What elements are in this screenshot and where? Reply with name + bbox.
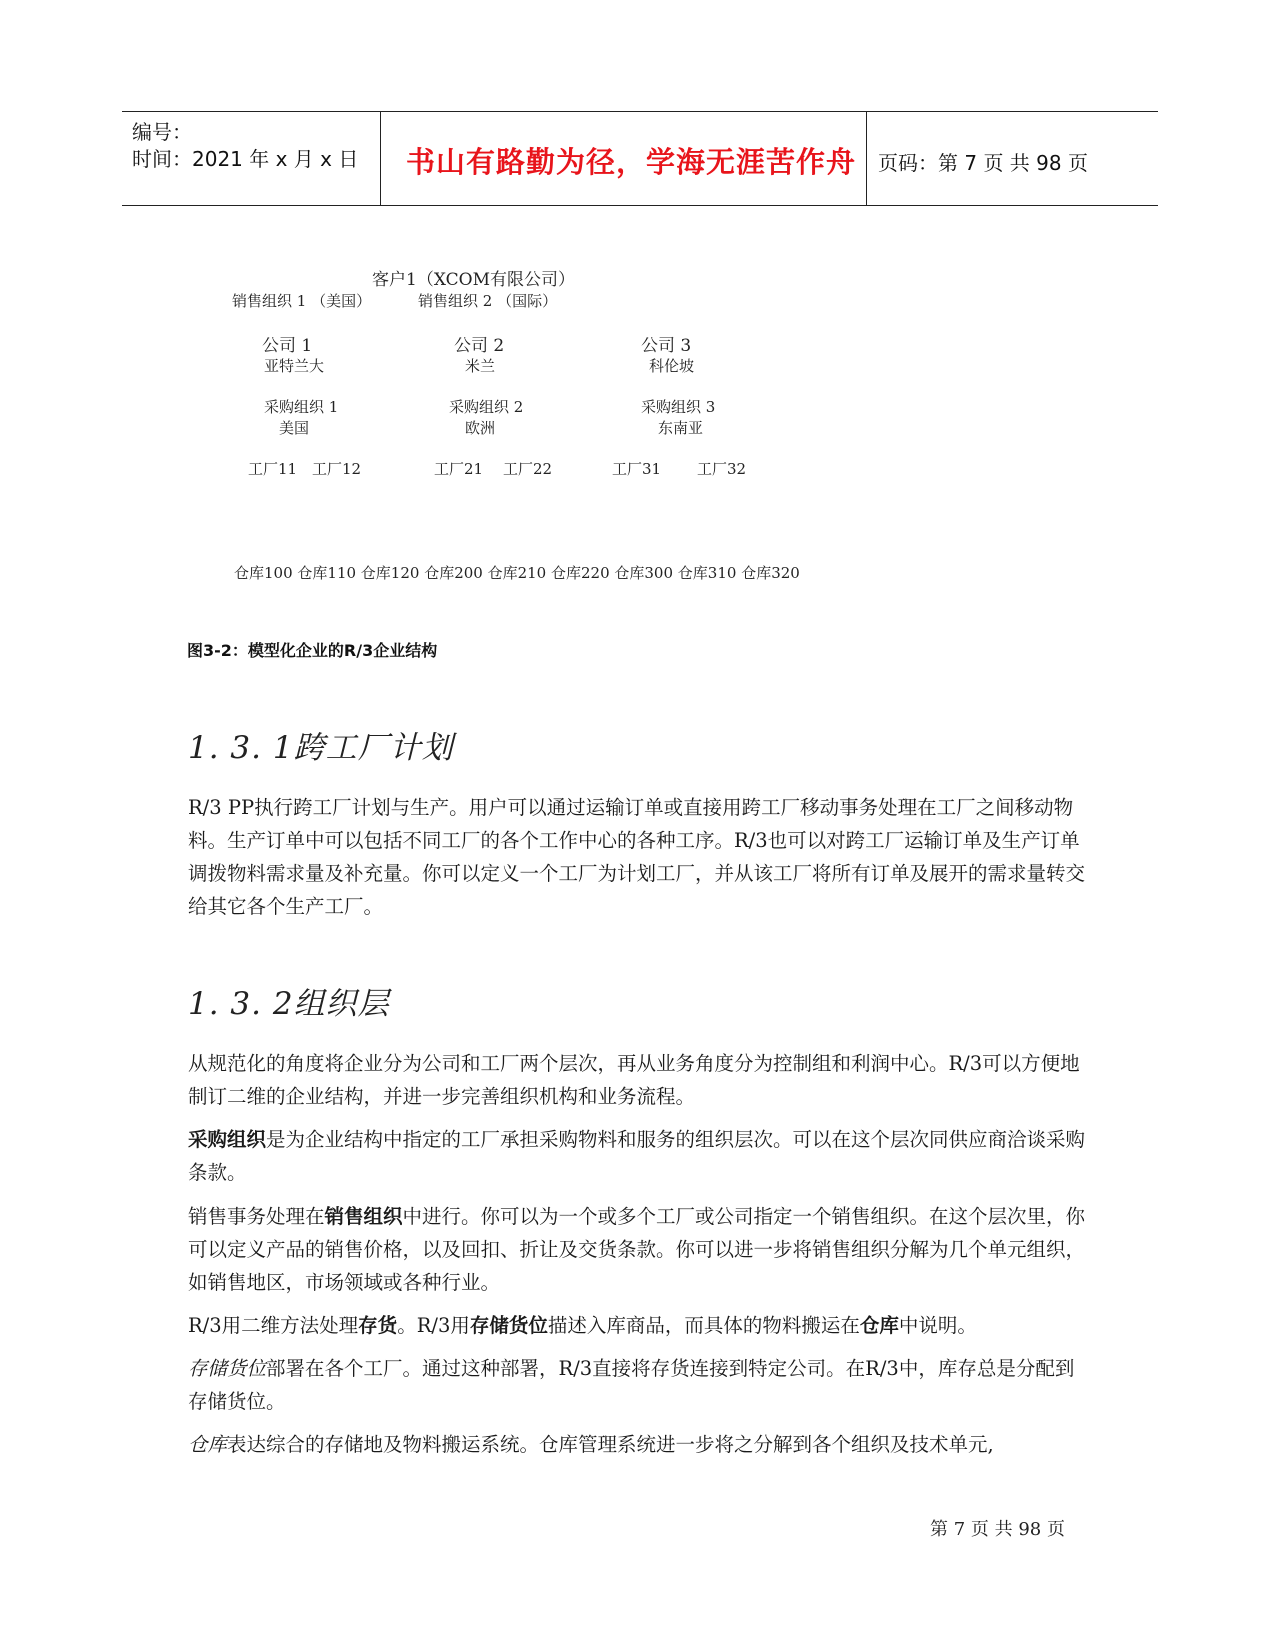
inventory-text-b: 。R/3用: [397, 1314, 470, 1337]
diagram-company-2-city: 米兰: [465, 357, 496, 375]
header-page-label: 页码：第 7 页 共 98 页: [878, 151, 1088, 175]
diagram-purchasing-org-2: 采购组织 2: [449, 398, 524, 416]
inventory-paragraph: [188, 1309, 1093, 1342]
inventory-text-a: R/3用二维方法处理: [188, 1314, 359, 1337]
diagram-warehouses: 仓库100 仓库110 仓库120 仓库200 仓库210 仓库220 仓库300 仓库310 仓库320: [234, 564, 800, 582]
diagram-company-1: 公司 1: [262, 336, 313, 356]
diagram-plant-22: 工厂22: [503, 460, 553, 478]
section-1-3-1-paragraph: R/3 PP执行跨工厂计划与生产。用户可以通过运输订单或直接用跨工厂移动事务处理在工厂之间移动物料。生产订单中可以包括不同工厂的各个工作中心的各种工序。R/3也可以对跨工厂运输订单及生产订单调拨物料需求量及补充量。你可以定义一个工厂为计划工厂，并从该工厂将所有订单及展开的需求量转交给其它各个生产工厂。: [188, 796, 1086, 918]
storage-location-text: 部署在各个工厂。通过这种部署，R/3直接将存货连接到特定公司。在R/3中，库存总是分配到存储货位。: [188, 1357, 1075, 1413]
inventory-text-c: 描述入库商品，而具体的物料搬运在: [547, 1314, 860, 1337]
diagram-customer: 客户1（XCOM有限公司）: [372, 270, 575, 290]
diagram-sales-org-2: 销售组织 2 （国际）: [418, 292, 558, 310]
footer-page-number: 第 7 页 共 98 页: [930, 1519, 1065, 1540]
section-1-3-2-paragraph-1: 从规范化的角度将企业分为公司和工厂两个层次，再从业务角度分为控制组和利润中心。R/3可以方便地制订二维的企业结构，并进一步完善组织机构和业务流程。: [188, 1052, 1080, 1108]
sales-org-text-a: 销售事务处理在: [188, 1205, 325, 1228]
term-storage-location-italic: 存储货位: [188, 1357, 267, 1380]
term-warehouse-italic: 仓库: [188, 1433, 228, 1456]
doc-number-label: 编号：: [132, 120, 192, 144]
warehouse-text: 表达综合的存储地及物料搬运系统。仓库管理系统进一步将之分解到各个组织及技术单元,: [227, 1433, 994, 1456]
section-heading-1-3-2: 1. 3. 2组织层: [188, 986, 390, 1022]
sales-org-text-b: 中进行。你可以为一个或多个工厂或公司指定一个销售组织。在这个层次里，你可以定义产品的销售价格，以及回扣、折让及交货条款。你可以进一步将销售组织分解为几个单元组织，如销售地区，市场领域或各种行业。: [188, 1205, 1086, 1294]
header-top-rule: [122, 111, 1158, 112]
section-heading-1-3-1: 1. 3. 1跨工厂计划: [188, 730, 454, 766]
diagram-company-3-city: 科伦坡: [649, 357, 695, 375]
inventory-text-d: 中说明。: [898, 1314, 977, 1337]
diagram-sales-org-1: 销售组织 1 （美国）: [232, 292, 372, 310]
term-storage-location: 存储货位: [469, 1314, 548, 1337]
diagram-plant-32: 工厂32: [697, 460, 747, 478]
diagram-company-1-city: 亚特兰大: [264, 357, 325, 375]
diagram-company-2: 公司 2: [454, 336, 505, 356]
sales-org-paragraph: [188, 1200, 1093, 1299]
diagram-purchasing-org-3-region: 东南亚: [658, 419, 704, 437]
term-warehouse: 仓库: [859, 1314, 899, 1337]
warehouse-paragraph: [188, 1428, 1093, 1461]
diagram-purchasing-org-1-region: 美国: [279, 419, 310, 437]
diagram-plant-11: 工厂11: [248, 460, 298, 478]
purchasing-org-text: 是为企业结构中指定的工厂承担采购物料和服务的组织层次。可以在这个层次同供应商洽谈采购条款。: [188, 1128, 1086, 1184]
diagram-purchasing-org-2-region: 欧洲: [465, 419, 496, 437]
header-bottom-rule: [122, 205, 1158, 206]
diagram-plant-31: 工厂31: [612, 460, 662, 478]
header-divider-right: [866, 112, 867, 206]
diagram-plant-21: 工厂21: [434, 460, 484, 478]
diagram-purchasing-org-3: 采购组织 3: [641, 398, 716, 416]
diagram-plant-12: 工厂12: [312, 460, 362, 478]
term-sales-org: 销售组织: [324, 1205, 403, 1228]
diagram-purchasing-org-1: 采购组织 1: [264, 398, 339, 416]
term-purchasing-org: 采购组织: [188, 1128, 267, 1151]
term-inventory: 存货: [358, 1314, 398, 1337]
header-motto: 书山有路勤为径，学海无涯苦作舟: [406, 145, 857, 179]
purchasing-org-paragraph: [188, 1123, 1093, 1189]
header-divider-left: [380, 112, 381, 206]
doc-time-label: 时间：2021 年 x 月 x 日: [132, 147, 359, 171]
storage-location-paragraph: [188, 1352, 1093, 1418]
figure-caption: 图3-2：模型化企业的R/3企业结构: [187, 641, 438, 660]
diagram-company-3: 公司 3: [641, 336, 692, 356]
